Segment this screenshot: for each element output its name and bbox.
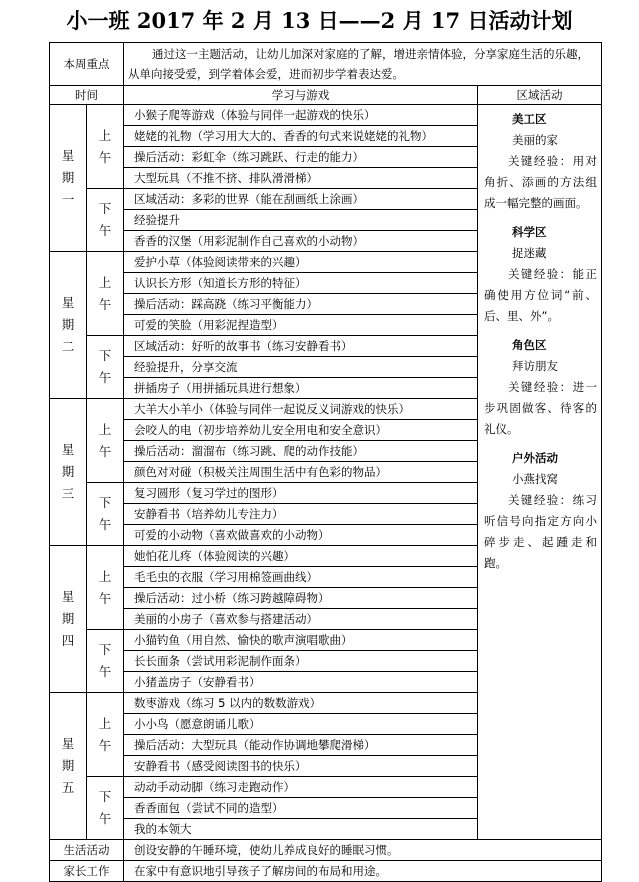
area-section-experience: 关键经验：进一步巩固做客、待客的礼仪。 [484,380,597,436]
area-section-name: 拜访朋友 [512,359,558,373]
morning-label: 上 午 [87,546,124,630]
morning-label: 上 午 [87,105,124,189]
header-study: 学习与游戏 [124,86,478,105]
activity-item: 认识长方形（知道长方形的特征） [124,273,478,294]
life-activity-text: 创设安静的午睡环境，使幼儿养成良好的睡眠习惯。 [124,840,602,861]
activity-plan-table [49,42,602,882]
activity-item: 会咬人的电（初步培养幼儿安全用电和安全意识） [124,420,478,441]
parent-work-label: 家长工作 [50,861,124,882]
activity-item: 可爱的笑脸（用彩泥捏造型） [124,315,478,336]
morning-label: 上 午 [87,252,124,336]
life-activity-row [50,840,602,861]
afternoon-label: 下 午 [87,189,124,252]
afternoon-label: 下 午 [87,630,124,693]
day-label: 星 期 四 [50,546,87,693]
activity-item: 操后活动：踩高跷（练习平衡能力） [124,294,478,315]
morning-label: 上 午 [87,693,124,777]
activity-item: 数枣游戏（练习 5 以内的数数游戏） [124,693,478,714]
activity-item: 小猪盖房子（安静看书） [124,672,478,693]
weekly-focus-row [50,43,602,86]
activity-item: 小小鸟（愿意朗诵儿歌） [124,714,478,735]
day-label: 星 期 二 [50,252,87,399]
area-activities-cell [478,105,602,840]
header-time: 时间 [50,86,124,105]
activity-item: 长长面条（尝试用彩泥制作面条） [124,651,478,672]
weekly-focus-text: 通过这一主题活动，让幼儿加深对家庭的了解，增进亲情体验，分享家庭生活的乐趣，从单向接受爱，到学着体会爱，进而初步学着表达爱。 [124,43,602,86]
parent-work-text: 在家中有意识地引导孩子了解房间的布局和用途。 [124,861,602,882]
activity-item: 操后活动：过小桥（练习跨越障碍物） [124,588,478,609]
activity-item: 安静看书（培养幼儿专注力） [124,504,478,525]
activity-item: 复习圆形（复习学过的图形） [124,483,478,504]
activity-item: 经验提升，分享交流 [124,357,478,378]
area-section-experience: 关键经验：能正确使用方位词“前、后、里、外”。 [484,267,597,323]
area-section-title: 科学区 [512,225,547,239]
activity-item: 可爱的小动物（喜欢做喜欢的小动物） [124,525,478,546]
activity-item: 操后活动：彩虹伞（练习跳跃、行走的能力） [124,147,478,168]
morning-label: 上 午 [87,399,124,483]
activity-item: 我的本领大 [124,819,478,840]
activity-item: 区域活动：好听的故事书（练习安静看书） [124,336,478,357]
day-label: 星 期 五 [50,693,87,840]
life-activity-label: 生活活动 [50,840,124,861]
activity-item: 她怕花儿疼（体验阅读的兴趣） [124,546,478,567]
activity-item: 小猴子爬等游戏（体验与同伴一起游戏的快乐） [124,105,478,126]
activity-item: 姥姥的礼物（学习用大大的、香香的句式来说姥姥的礼物） [124,126,478,147]
afternoon-label: 下 午 [87,336,124,399]
header-area: 区域活动 [478,86,602,105]
area-section-title: 美工区 [512,112,547,126]
activity-item: 大型玩具（不推不挤、排队滑滑梯） [124,168,478,189]
activity-item: 区域活动：多彩的世界（能在刮画纸上涂画） [124,189,478,210]
activity-item: 拼插房子（用拼插玩具进行想象） [124,378,478,399]
activity-item: 大羊大小羊小（体验与同伴一起说反义词游戏的快乐） [124,399,478,420]
activity-item: 毛毛虫的衣服（学习用棉签画曲线） [124,567,478,588]
area-section-experience: 关键经验：练习听信号向指定方向小碎步走、起踵走和跑。 [484,493,597,570]
weekly-focus-label: 本周重点 [50,43,124,86]
afternoon-label: 下 午 [87,483,124,546]
afternoon-label: 下 午 [87,777,124,840]
area-section-title: 角色区 [512,338,547,352]
activity-item: 安静看书（感受阅读图书的快乐） [124,756,478,777]
activity-item: 爱护小草（体验阅读带来的兴趣） [124,252,478,273]
activity-item: 动动手动动脚（练习走跑动作） [124,777,478,798]
activity-item: 经验提升 [124,210,478,231]
schedule-row [50,105,602,126]
activity-item: 小猫钓鱼（用自然、愉快的歌声演唱歌曲） [124,630,478,651]
area-section-experience: 关键经验：用对角折、添画的方法组成一幅完整的画面。 [484,154,597,210]
area-section-name: 捉迷藏 [512,246,547,260]
activity-item: 香香面包（尝试不同的造型） [124,798,478,819]
page-title: 小一班 2017 年 2 月 13 日——2 月 17 日活动计划 [66,8,573,33]
area-section-name: 美丽的家 [512,133,558,147]
day-label: 星 期 三 [50,399,87,546]
area-section-name: 小燕找窝 [512,472,558,486]
area-section-title: 户外活动 [512,451,558,465]
activity-item: 操后活动：溜溜布（练习跳、爬的动作技能） [124,441,478,462]
activity-item: 香香的汉堡（用彩泥制作自己喜欢的小动物） [124,231,478,252]
activity-item: 美丽的小房子（喜欢参与搭建活动） [124,609,478,630]
day-label: 星 期 一 [50,105,87,252]
header-row [50,86,602,105]
activity-item: 颜色对对碰（积极关注周围生活中有色彩的物品） [124,462,478,483]
parent-work-row [50,861,602,882]
activity-item: 操后活动：大型玩具（能动作协调地攀爬滑梯） [124,735,478,756]
